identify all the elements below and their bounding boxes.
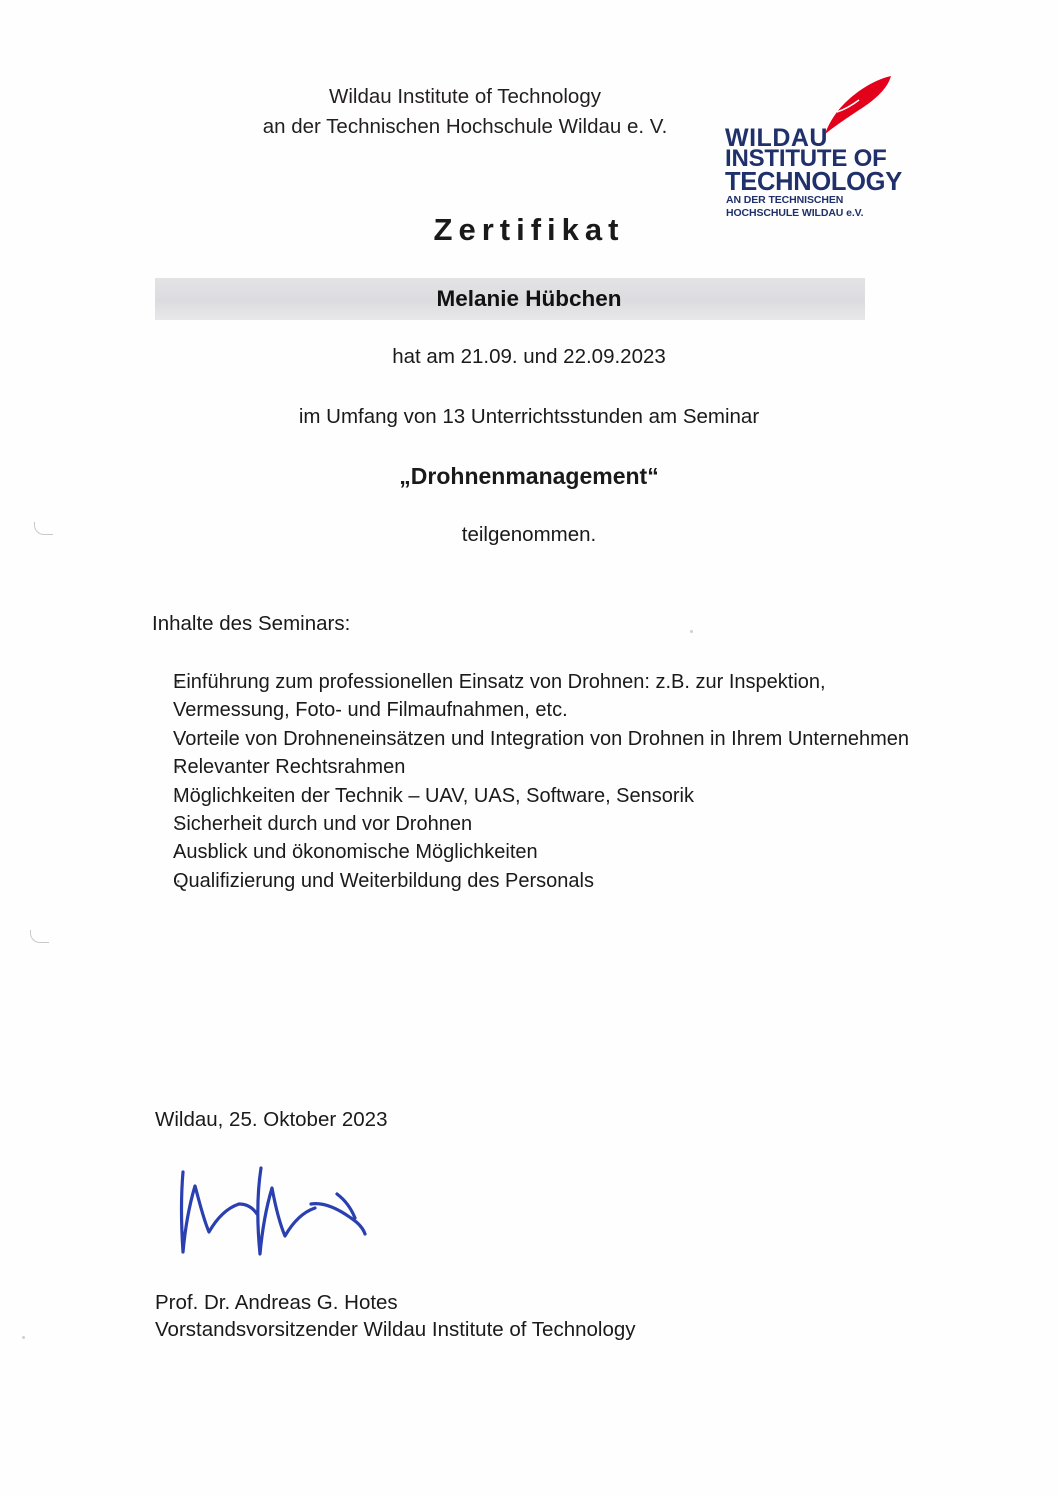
scan-speck xyxy=(690,630,693,633)
logo-subline-2: HOCHSCHULE WILDAU e.V. xyxy=(726,207,864,219)
wildau-institute-logo xyxy=(725,84,905,219)
organization-name xyxy=(230,82,700,143)
recipient-name: Melanie Hübchen xyxy=(436,286,622,311)
signer-role: Vorstandsvorsitzender Wildau Institute of Technology xyxy=(155,1318,636,1341)
scan-speck xyxy=(22,1336,25,1339)
attendance-date-line: hat am 21.09. und 22.09.2023 xyxy=(392,345,666,368)
list-item: · Qualifizierung und Weiterbildung des Personals xyxy=(165,867,933,895)
document-header xyxy=(0,72,1058,219)
list-item: · Relevanter Rechtsrahmen xyxy=(165,753,933,781)
logo-line-institute: INSTITUTE OF xyxy=(725,145,887,172)
logo-line-technology: TECHNOLOGY xyxy=(725,168,902,196)
list-item: · Einführung zum professionellen Einsatz von Drohnen: z.B. zur Inspektion, Vermessung, Foto- und Filmaufnahmen, etc. xyxy=(165,668,933,725)
seminar-title: „Drohnenmanagement“ xyxy=(399,463,659,489)
contents-list xyxy=(143,668,933,895)
logo-line-wildau: WILDAU xyxy=(725,124,828,152)
list-item: · Ausblick und ökonomische Möglichkeiten xyxy=(165,838,933,866)
seminar-contents xyxy=(143,668,933,895)
scan-artifact xyxy=(30,930,49,943)
list-item: · Vorteile von Drohneneinsätzen und Integration von Drohnen in Ihrem Unternehmen xyxy=(165,725,933,753)
list-item: · Möglichkeiten der Technik – UAV, UAS, Software, Sensorik xyxy=(165,782,933,810)
contents-heading: Inhalte des Seminars: xyxy=(152,612,351,635)
organization-line-1: Wildau Institute of Technology xyxy=(329,85,601,108)
signer-name: Prof. Dr. Andreas G. Hotes xyxy=(155,1291,398,1314)
scope-line: im Umfang von 13 Unterrichtsstunden am Seminar xyxy=(298,405,760,428)
logo-subline-1: AN DER TECHNISCHEN xyxy=(726,194,844,206)
participation-line: teilgenommen. xyxy=(461,523,597,546)
organization-line-2: an der Technischen Hochschule Wildau e. V. xyxy=(262,115,668,139)
signature-mark xyxy=(165,1160,415,1270)
list-item: · Sicherheit durch und vor Drohnen xyxy=(165,810,933,838)
place-and-date: Wildau, 25. Oktober 2023 xyxy=(155,1108,388,1131)
certificate-title: Zertifikat xyxy=(433,212,625,247)
